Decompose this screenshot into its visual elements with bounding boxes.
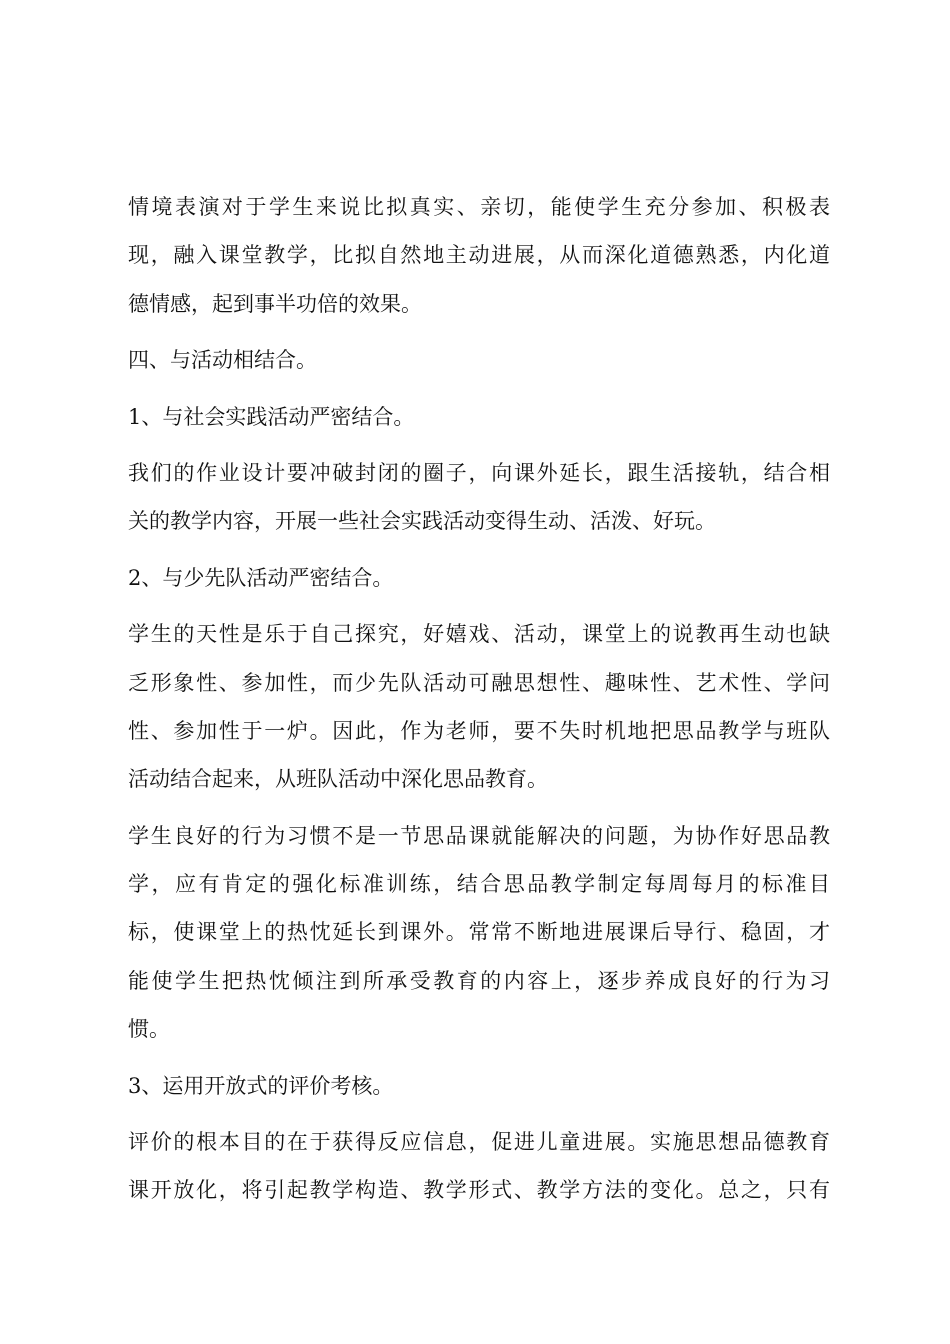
- paragraph-gap: [128, 328, 830, 336]
- text-line: 关的教学内容，开展一些社会实践活动变得生动、活泼、好玩。: [128, 509, 716, 534]
- text-line: 3、运用开放式的评价考核。: [128, 1073, 394, 1098]
- text-line: 现，融入课堂教学，比拟自然地主动进展，从而深化道德熟悉，内化道: [128, 243, 830, 268]
- text-line: 活动结合起来，从班队活动中深化思品教育。: [128, 767, 548, 792]
- paragraph-gap: [128, 1054, 830, 1062]
- text-line: 情境表演对于学生来说比拟真实、亲切，能使学生充分参加、积极表: [128, 195, 830, 219]
- text-line: 乏形象性、参加性，而少先队活动可融思想性、趣味性、艺术性、学问: [128, 670, 830, 695]
- paragraph-gap: [128, 385, 830, 393]
- text-line: 德情感，起到事半功倍的效果。: [128, 291, 422, 316]
- paragraph-gap: [128, 546, 830, 554]
- paragraph-gap: [128, 804, 830, 812]
- text-line: 四、与活动相结合。: [128, 348, 317, 373]
- text-line: 学，应有肯定的强化标准训练，结合思品教学制定每周每月的标准目: [128, 872, 830, 897]
- text-line: 能使学生把热忱倾注到所承受教育的内容上，逐步养成良好的行为习: [128, 968, 830, 993]
- paragraph-gap: [128, 1110, 830, 1118]
- text-line: 1、与社会实践活动严密结合。: [128, 404, 415, 429]
- paragraph-gap: [128, 602, 830, 610]
- text-line: 惯。: [128, 1017, 170, 1042]
- text-line: 学生的天性是乐于自己探究，好嬉戏、活动，课堂上的说教再生动也缺: [128, 622, 830, 647]
- text-line: 课开放化，将引起教学构造、教学形式、教学方法的变化。总之，只有: [128, 1178, 830, 1203]
- document-body: [128, 183, 830, 1215]
- paragraph-gap: [128, 441, 830, 449]
- text-line: 评价的根本目的在于获得反应信息，促进儿童进展。实施思想品德教育: [128, 1130, 830, 1155]
- text-line: 标，使课堂上的热忱延长到课外。常常不断地进展课后导行、稳固，才: [128, 920, 830, 945]
- text-line: 2、与少先队活动严密结合。: [128, 565, 394, 590]
- text-line: 性、参加性于一炉。因此，作为老师，要不失时机地把思品教学与班队: [128, 718, 830, 743]
- text-line: 我们的作业设计要冲破封闭的圈子，向课外延长，跟生活接轨，结合相: [128, 460, 830, 485]
- text-line: 学生良好的行为习惯不是一节思品课就能解决的问题，为协作好思品教: [128, 823, 830, 848]
